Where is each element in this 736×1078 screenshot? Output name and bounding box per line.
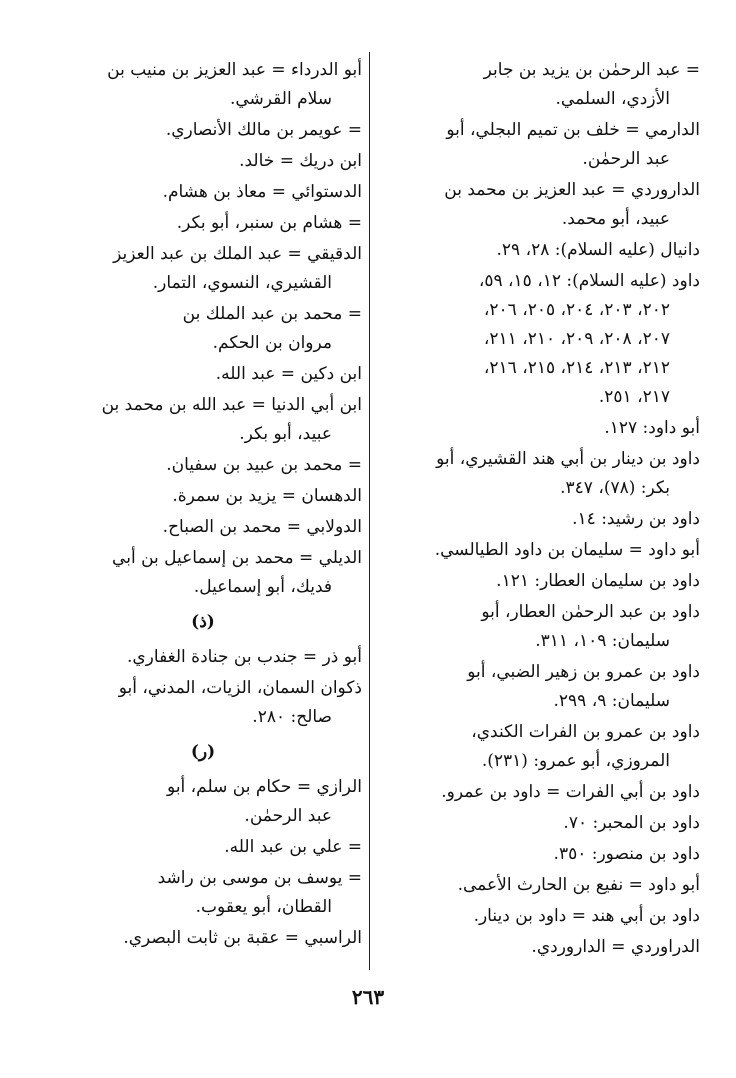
index-entry <box>44 674 362 732</box>
entry-line: دانيال (عليه السلام): ٢٨، ٢٩. <box>496 240 700 260</box>
entry-continuation: عبيد، أبو محمد. <box>561 209 670 229</box>
entry-line: الداروردي = عبد العزيز بن محمد بن <box>444 180 700 200</box>
entry-line: داود بن عمرو بن الفرات الكندي، <box>471 722 700 742</box>
entry-line: الدهسان = يزيد بن سمرة. <box>172 486 362 506</box>
entry-line: الدارمي = خلف بن تميم البجلي، أبو <box>446 120 700 140</box>
entry-line: داود بن عبد الرحمٰن العطار، أبو <box>481 602 700 622</box>
entry-continuation: ٢١٧، ٢٥١. <box>598 387 670 407</box>
entry-continuation: القشيري، النسوي، التمار. <box>152 273 332 293</box>
entry-line: داود بن أبي الفرات = داود بن عمرو. <box>441 782 700 802</box>
entry-line: الديلي = محمد بن إسماعيل بن أبي <box>112 548 362 568</box>
index-entry <box>382 658 700 716</box>
index-entry <box>44 544 362 602</box>
entry-line: داود بن سليمان العطار: ١٢١. <box>496 571 700 591</box>
entry-continuation: مروان بن الحكم. <box>212 333 332 353</box>
entry-line: أبو ذر = جندب بن جنادة الغفاري. <box>126 647 362 667</box>
index-entry <box>44 116 362 145</box>
column-divider <box>369 52 370 970</box>
entry-continuation: عبد الرحمٰن. <box>244 806 332 826</box>
index-entry <box>44 240 362 298</box>
entry-line: داود بن دينار بن أبي هند القشيري، أبو <box>436 449 700 469</box>
index-entry <box>44 56 362 114</box>
entry-line: = محمد بن عبد الملك بن <box>182 304 362 324</box>
entry-continuation: عبيد، أبو بكر. <box>239 424 332 444</box>
index-entry <box>44 360 362 389</box>
index-entry <box>382 536 700 565</box>
entry-continuation: ٢١٢، ٢١٣، ٢١٤، ٢١٥، ٢١٦، <box>483 358 670 378</box>
index-entry <box>382 902 700 931</box>
index-entry <box>382 567 700 596</box>
index-entry <box>44 482 362 511</box>
entry-line: داود (عليه السلام): ١٢، ١٥، ٥٩، <box>478 271 700 291</box>
entry-continuation: ٢٠٧، ٢٠٨، ٢٠٩، ٢١٠، ٢١١، <box>483 329 670 349</box>
left-section-dal <box>44 56 362 602</box>
entry-line: = محمد بن عبيد بن سفيان. <box>166 455 362 475</box>
index-entry <box>382 267 700 412</box>
entry-line: داود بن المحبر: ٧٠. <box>563 813 700 833</box>
page-number: ٢٦٣ <box>351 985 385 1009</box>
entry-line: = عويمر بن مالك الأنصاري. <box>165 120 362 140</box>
entry-line: الدولابي = محمد بن الصباح. <box>162 517 362 537</box>
entry-line: داود بن رشيد: ١٤. <box>572 509 700 529</box>
left-column <box>44 56 362 955</box>
index-entry <box>44 833 362 862</box>
entry-continuation: بكر: (٧٨)، ٣٤٧. <box>560 478 670 498</box>
entry-continuation: سليمان: ٩، ٢٩٩. <box>553 691 670 711</box>
entry-line: = عبد الرحمٰن بن يزيد بن جابر <box>483 60 700 80</box>
index-entry <box>382 598 700 656</box>
index-entry <box>382 718 700 776</box>
section-heading-dhal: (ذ) <box>191 612 215 632</box>
right-column <box>382 56 700 964</box>
index-entry <box>44 864 362 922</box>
entry-line: داود بن منصور: ٣٥٠. <box>553 844 700 864</box>
entry-continuation: ٢٠٢، ٢٠٣، ٢٠٤، ٢٠٥، ٢٠٦، <box>483 300 670 320</box>
index-entry <box>382 840 700 869</box>
entry-line: الدستوائي = معاذ بن هشام. <box>162 182 362 202</box>
left-section-dhal <box>44 643 362 732</box>
index-entry <box>44 643 362 672</box>
index-entry <box>44 391 362 449</box>
entry-line: = هشام بن سنبر، أبو بكر. <box>176 213 362 233</box>
entry-continuation: الأزدي، السلمي. <box>555 89 670 109</box>
index-entry <box>44 178 362 207</box>
entry-line: = يوسف بن موسى بن راشد <box>157 868 362 888</box>
index-entry <box>44 513 362 542</box>
index-entry <box>44 451 362 480</box>
entry-line: ابن دريك = خالد. <box>239 151 362 171</box>
entry-line: = علي بن عبد الله. <box>224 837 362 857</box>
entry-line: أبو داود = سليمان بن داود الطيالسي. <box>434 540 700 560</box>
entry-line: داود بن عمرو بن زهير الضبي، أبو <box>467 662 700 682</box>
index-entry <box>382 176 700 234</box>
index-entry <box>382 236 700 265</box>
entry-line: أبو الدرداء = عبد العزيز بن منيب بن <box>107 60 362 80</box>
index-entry <box>382 778 700 807</box>
index-entry <box>382 933 700 962</box>
index-entry <box>382 505 700 534</box>
entry-line: الرازي = حكام بن سلم، أبو <box>167 777 362 797</box>
index-entry <box>44 773 362 831</box>
index-entry <box>382 56 700 114</box>
entry-line: ابن أبي الدنيا = عبد الله بن محمد بن <box>101 395 362 415</box>
entry-continuation: المروزي، أبو عمرو: (٢٣١). <box>481 751 670 771</box>
left-section-ra <box>44 773 362 953</box>
index-entry <box>382 414 700 443</box>
index-entry <box>382 116 700 174</box>
entry-continuation: فديك، أبو إسماعيل. <box>193 577 332 597</box>
section-heading-ra: (ر) <box>190 742 216 762</box>
index-entry <box>44 209 362 238</box>
index-entry <box>382 445 700 503</box>
entry-continuation: صالح: ٢٨٠. <box>252 707 332 727</box>
entry-line: ذكوان السمان، الزيات، المدني، أبو <box>118 678 362 698</box>
index-entry <box>382 871 700 900</box>
index-entry <box>44 300 362 358</box>
index-entry <box>44 924 362 953</box>
entry-line: الدقيقي = عبد الملك بن عبد العزيز <box>113 244 362 264</box>
entry-line: أبو داود: ١٢٧. <box>604 418 700 438</box>
entry-line: ابن دكين = عبد الله. <box>215 364 362 384</box>
entry-continuation: سليمان: ١٠٩، ٣١١. <box>535 631 670 651</box>
entry-line: الدراوردي = الداروردي. <box>531 937 700 957</box>
entry-continuation: القطان، أبو يعقوب. <box>195 897 332 917</box>
entry-line: الراسبي = عقبة بن ثابت البصري. <box>123 928 362 948</box>
entry-line: أبو داود = نفيع بن الحارث الأعمى. <box>457 875 700 895</box>
index-entry <box>382 809 700 838</box>
entry-continuation: عبد الرحمٰن. <box>582 149 670 169</box>
entry-line: داود بن أبي هند = داود بن دينار. <box>473 906 700 926</box>
entry-continuation: سلام القرشي. <box>229 89 332 109</box>
index-entry <box>44 147 362 176</box>
